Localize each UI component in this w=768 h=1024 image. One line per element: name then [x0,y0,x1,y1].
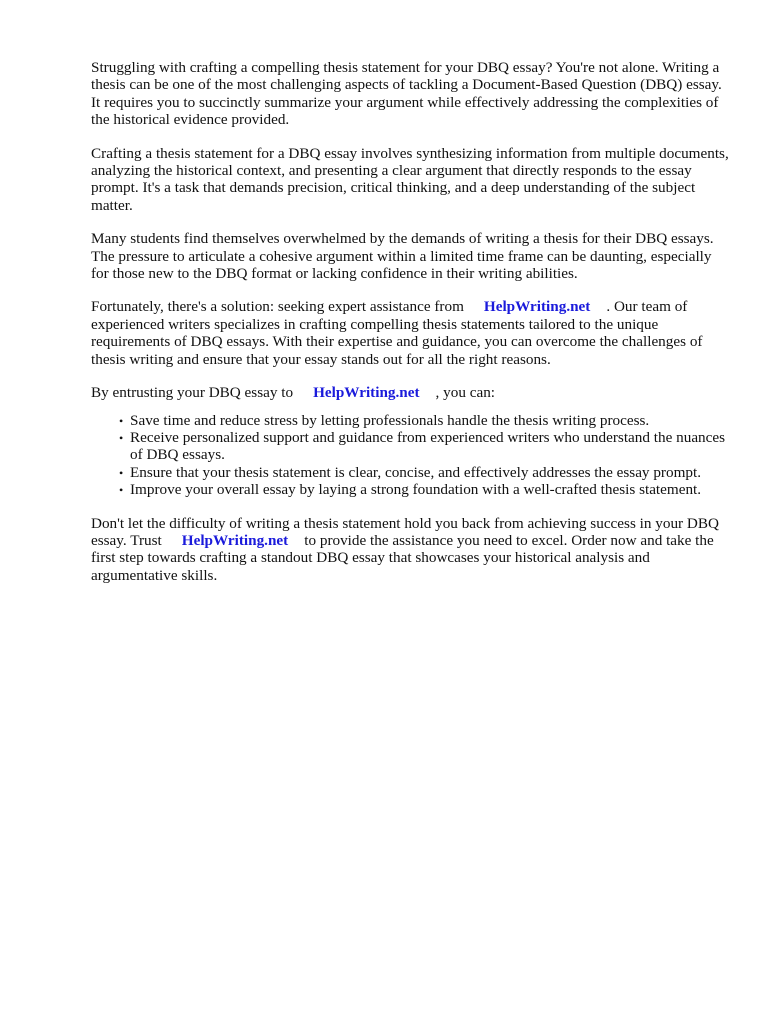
list-item [119,464,731,481]
helpwriting-link[interactable]: HelpWriting.net [483,298,591,316]
list-item [119,412,731,429]
bullet-icon: • [119,483,124,498]
paragraph-entrusting-text-after: , you can: [435,384,496,402]
list-item-text: Ensure that your thesis statement is clear, concise, and effectively addresses the essay prompt. [130,463,701,481]
helpwriting-link[interactable]: HelpWriting.net [181,531,289,549]
paragraph-solution-text-after: . Our team of experienced writers specializes in crafting compelling thesis statements tailored to the unique requirements of DBQ essays. With their expertise and guidance, you can overcome the challenges of thesis writing and ensure that your essay stands out for all the right reasons. [91,298,703,368]
list-item-text: Receive personalized support and guidance from experienced writers who understand the nuances of DBQ essays. [130,428,726,464]
bullet-icon: • [119,465,124,480]
paragraph-solution [91,298,731,368]
paragraph-crafting: Crafting a thesis statement for a DBQ essay involves synthesizing information from multiple documents, analyzing the historical context, and presenting a clear argument that directly responds to the essay prompt. It's a task that demands precision, critical thinking, and a deep understanding of the subject matter. [91,144,729,214]
paragraph-entrusting-text-before: By entrusting your DBQ essay to [91,384,294,402]
document-page [91,59,731,600]
list-item [119,481,731,498]
bullet-icon: • [119,430,124,445]
paragraph-closing-text-before: Don't let the difficulty of writing a thesis statement hold you back from achieving success in your DBQ essay. Trust [91,514,719,549]
paragraph-intro: Struggling with crafting a compelling thesis statement for your DBQ essay? You're not alone. Writing a thesis can be one of the most challenging aspects of tackling a Document-Based Question (DBQ) essay. It requires you to succinctly summarize your argument while effectively addressing the complexities of the historical evidence provided. [91,59,722,129]
list-item-text: Save time and reduce stress by letting professionals handle the thesis writing process. [130,411,650,429]
paragraph-closing [91,515,731,585]
paragraph-solution-text-before: Fortunately, there's a solution: seeking expert assistance from [91,298,464,316]
list-item-text: Improve your overall essay by laying a strong foundation with a well-crafted thesis statement. [130,481,702,499]
paragraph-overwhelmed: Many students find themselves overwhelmed by the demands of writing a thesis for their DBQ essays. The pressure to articulate a cohesive argument within a limited time frame can be daunting, especially for those new to the DBQ format or lacking confidence in their writing abilities. [91,230,714,283]
bullet-icon: • [119,413,124,428]
list-item [119,429,731,464]
benefits-list [91,412,731,499]
paragraph-closing-text-after: to provide the assistance you need to excel. Order now and take the first step towards crafting a standout DBQ essay that showcases your historical analysis and argumentative skills. [91,531,714,584]
helpwriting-link[interactable]: HelpWriting.net [313,384,420,402]
paragraph-entrusting [91,384,731,401]
